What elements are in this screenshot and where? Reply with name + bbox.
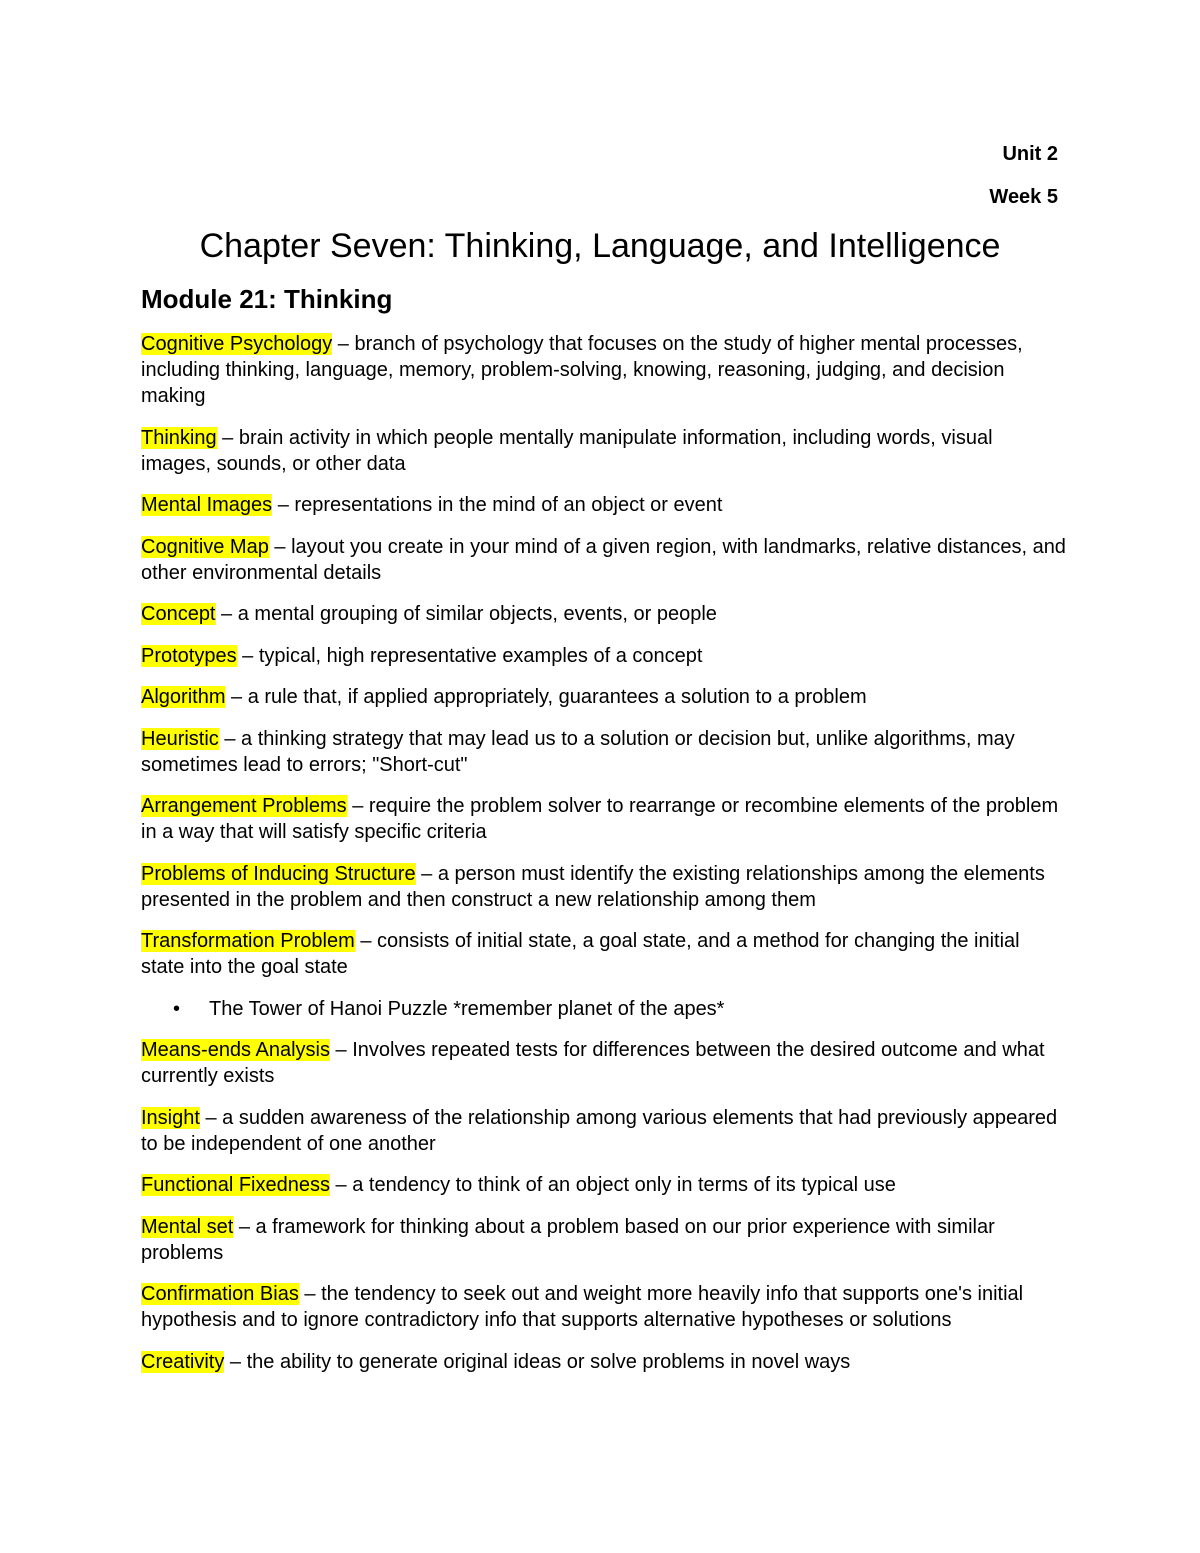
definition-text: – the ability to generate original ideas or solve problems in novel ways	[224, 1350, 851, 1373]
definition-entry	[141, 331, 1066, 409]
term-highlight: Functional Fixedness	[141, 1174, 330, 1196]
term-highlight: Mental set	[141, 1215, 234, 1238]
definition-text: – consists of initial state, a goal state, and a method for changing the initial state into the goal state	[141, 930, 1020, 978]
term-highlight: Prototypes	[141, 644, 237, 667]
term-highlight: Confirmation Bias	[141, 1283, 299, 1305]
definition-entry	[141, 928, 1066, 980]
term-highlight: Cognitive Map	[141, 535, 269, 558]
definition-entry	[141, 1349, 1066, 1375]
definition-text: – representations in the mind of an object or event	[272, 494, 723, 516]
definition-text: – a framework for thinking about a problem based on our prior experience with similar problems	[141, 1215, 995, 1264]
definition-entry	[141, 492, 1066, 518]
definition-text: – a rule that, if applied appropriately, guarantees a solution to a problem	[225, 686, 867, 708]
definition-entry	[141, 1214, 1066, 1266]
definition-entry	[141, 643, 1066, 669]
definition-text: – a tendency to think of an object only in terms of its typical use	[329, 1174, 896, 1196]
chapter-title: Chapter Seven: Thinking, Language, and Intelligence	[199, 227, 1001, 265]
module-title: Module 21: Thinking	[141, 284, 393, 314]
definition-entry	[141, 1105, 1066, 1157]
week-label: Week 5	[989, 186, 1058, 208]
definition-entry	[141, 726, 1066, 778]
definition-text: – a person must identify the existing relationships among the elements presented in the problem and then construct a new relationship among them	[141, 862, 1045, 911]
term-highlight: Cognitive Psychology	[141, 333, 333, 355]
bullet-item	[173, 996, 1066, 1022]
term-highlight: Transformation Problem	[141, 930, 355, 952]
bullet-text: The Tower of Hanoi Puzzle *remember planet of the apes*	[209, 997, 725, 1020]
term-highlight: Concept	[141, 603, 216, 625]
definition-text: – a thinking strategy that may lead us to a solution or decision but, unlike algorithms, may sometimes lead to errors; "Short-cut"	[141, 727, 1015, 776]
definition-text: – Involves repeated tests for differences between the desired outcome and what currently exists	[141, 1039, 1045, 1087]
bullet-icon: •	[173, 997, 181, 1020]
term-highlight: Thinking	[141, 426, 217, 449]
term-highlight: Heuristic	[141, 727, 219, 750]
definition-text: – a mental grouping of similar objects, events, or people	[215, 603, 717, 625]
definition-text: – brain activity in which people mentally manipulate information, including words, visual images, sounds, or other data	[141, 426, 993, 475]
term-highlight: Arrangement Problems	[141, 795, 347, 817]
definition-text: – require the problem solver to rearrange or recombine elements of the problem in a way that will satisfy specific criteria	[141, 795, 1059, 843]
definition-entry	[141, 534, 1066, 586]
definitions-list	[141, 331, 1066, 1390]
term-highlight: Means-ends Analysis	[141, 1039, 330, 1061]
definition-entry	[141, 1172, 1066, 1198]
definition-text: – the tendency to seek out and weight more heavily info that supports one's initial hypothesis and to ignore contradictory info that supports alternative hypotheses or solutions	[141, 1283, 1024, 1331]
term-highlight: Creativity	[141, 1350, 225, 1373]
definition-entry	[141, 1037, 1066, 1089]
definition-text: – a sudden awareness of the relationship among various elements that had previously appeared to be independent of one another	[141, 1106, 1058, 1155]
definition-entry	[141, 1281, 1066, 1333]
definition-entry	[141, 861, 1066, 913]
definition-entry	[141, 684, 1066, 710]
term-highlight: Insight	[141, 1106, 200, 1129]
definition-text: – layout you create in your mind of a given region, with landmarks, relative distances, and other environmental details	[141, 535, 1066, 584]
term-highlight: Mental Images	[141, 494, 273, 516]
definition-text: – typical, high representative examples of a concept	[236, 644, 703, 667]
definition-entry	[141, 601, 1066, 627]
term-highlight: Problems of Inducing Structure	[141, 862, 416, 885]
definition-entry	[141, 793, 1066, 845]
definition-entry	[141, 425, 1066, 477]
definition-text: – branch of psychology that focuses on the study of higher mental processes, including thinking, language, memory, problem-solving, knowing, reasoning, judging, and decision making	[141, 333, 1023, 407]
term-highlight: Algorithm	[141, 686, 226, 708]
unit-label: Unit 2	[1002, 143, 1058, 165]
